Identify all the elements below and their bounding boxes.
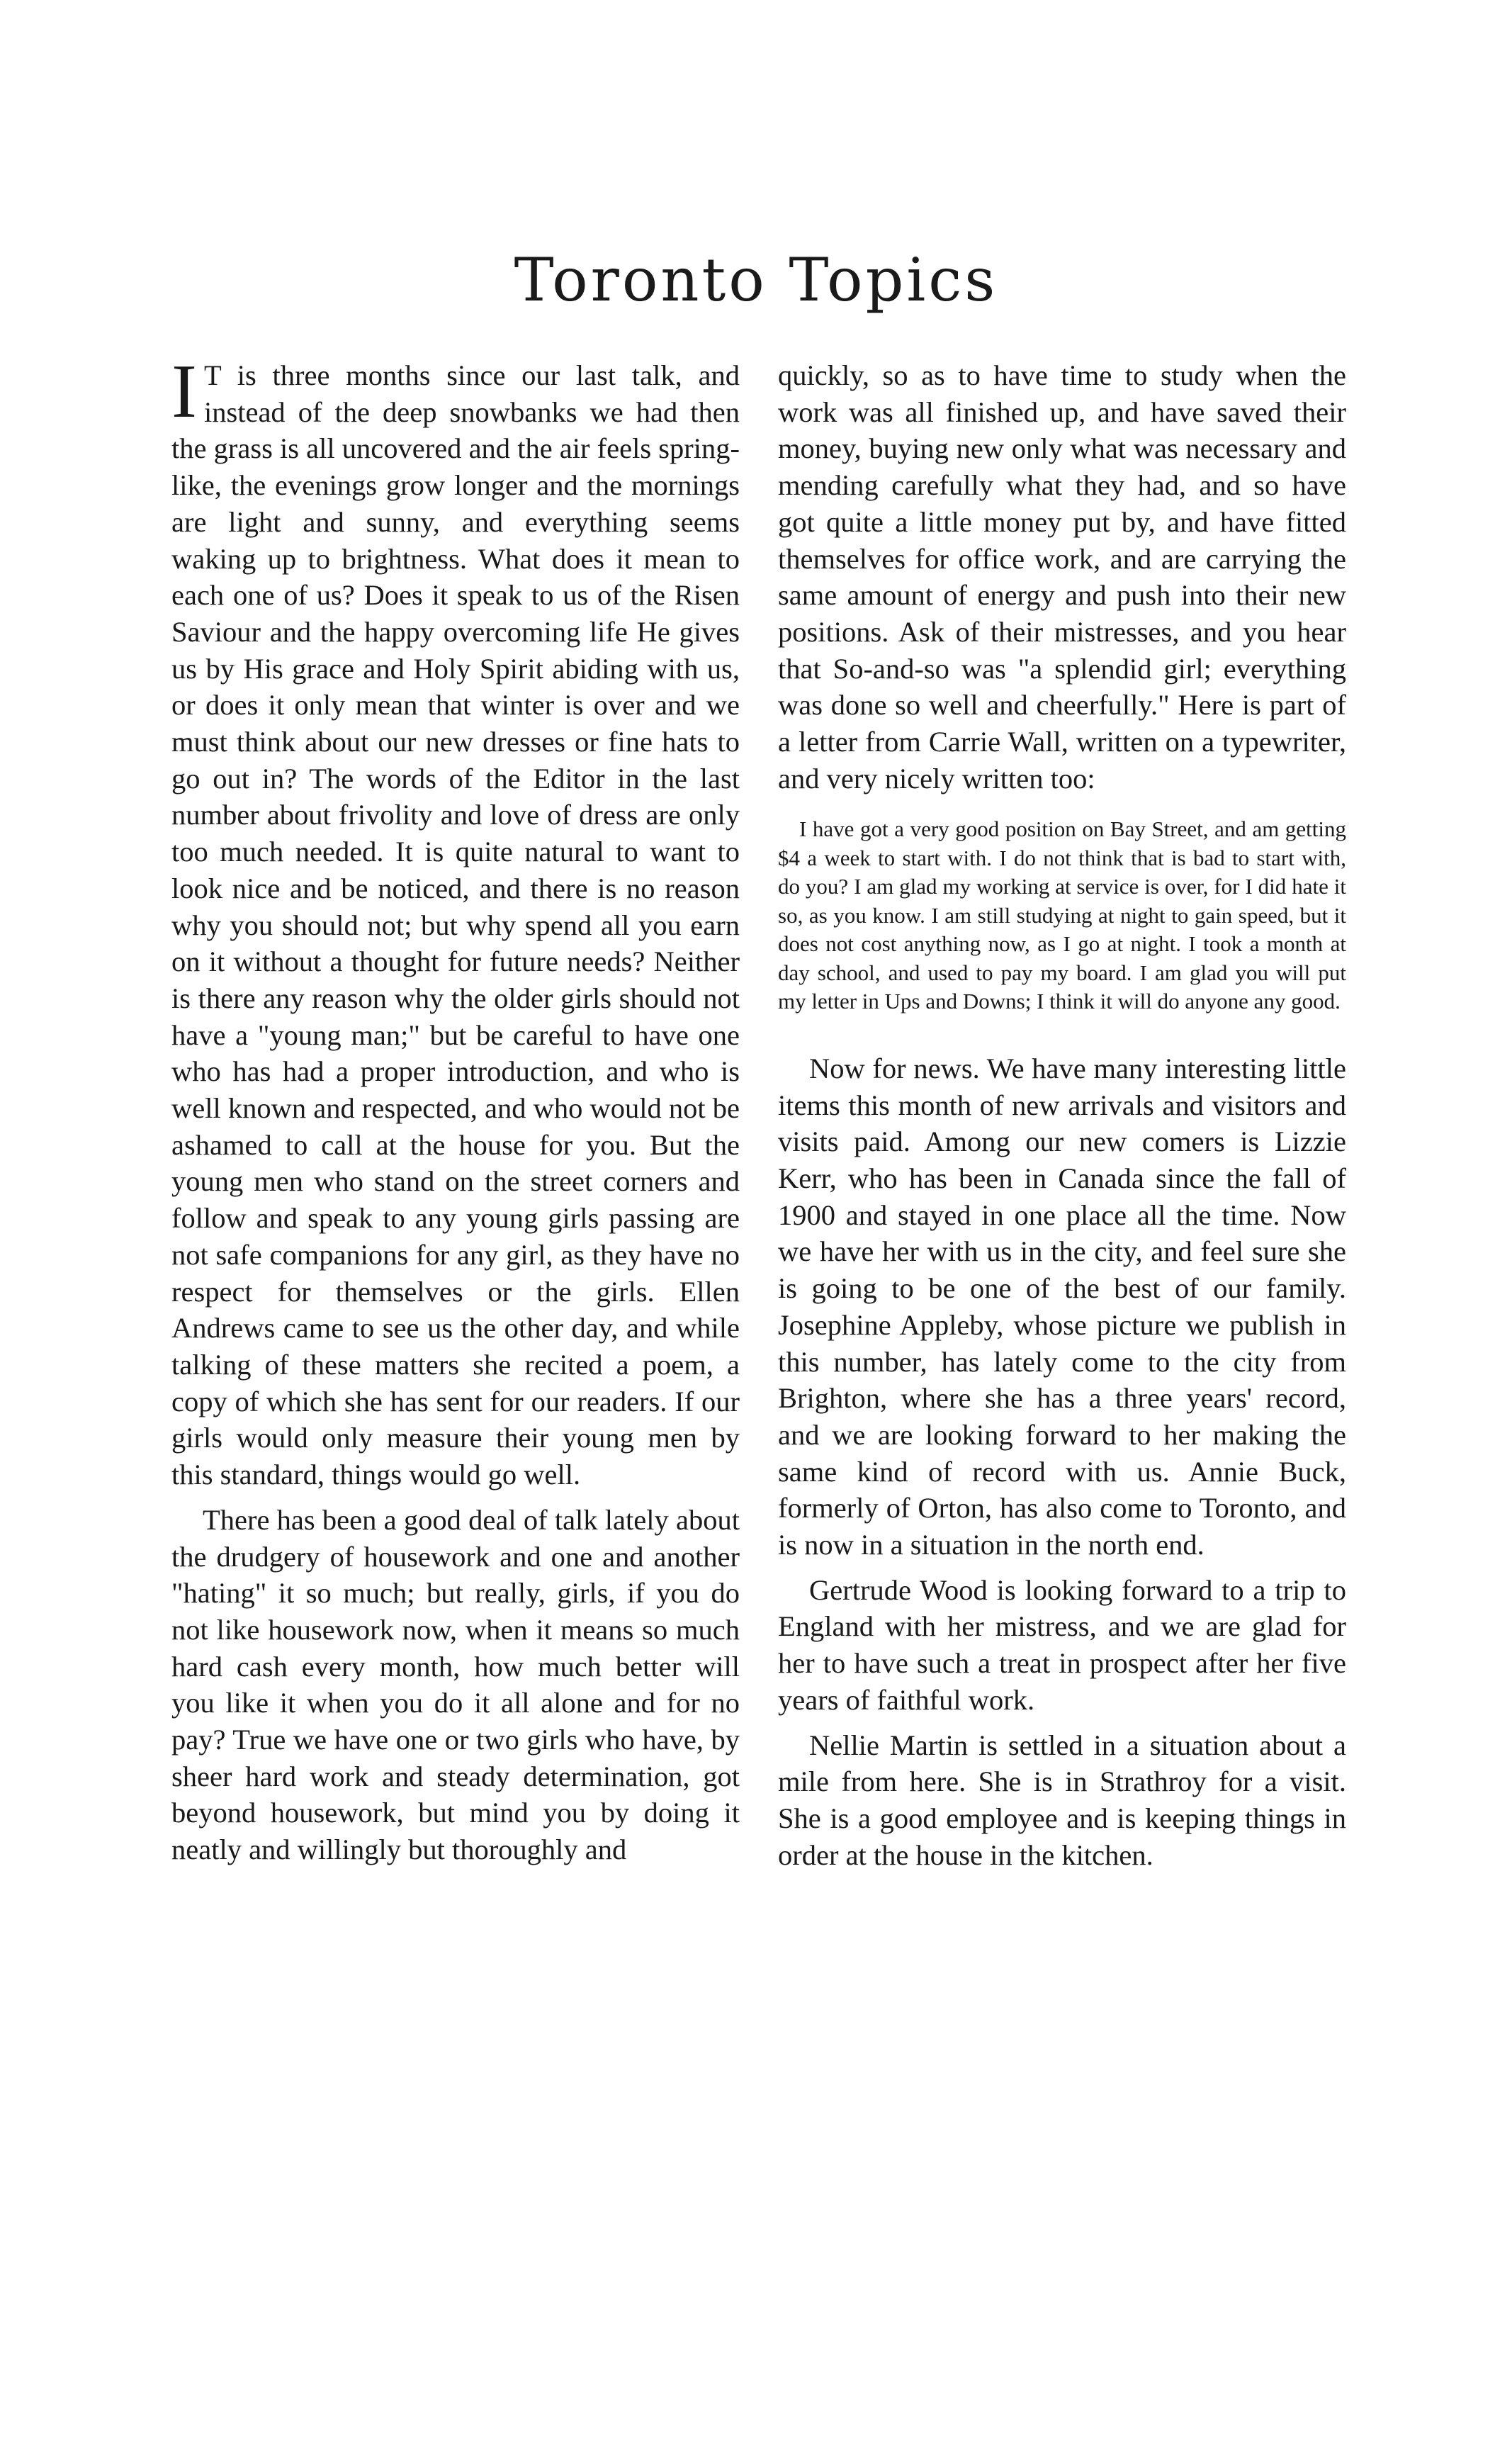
article-paragraph: Gertrude Wood is looking forward to a trip to England with her mistress, and we are glad for her to have such a treat in prospect after her five years of faithful work. <box>778 1573 1346 1716</box>
article-paragraph: Now for news. We have many interesting little items this month of new arrivals and visitors and visits paid. Among our new comers is Lizzie Kerr, who has been in Canada since the fall of 1900 and stayed in one place all the time. Now we have her with us in the city, and feel sure she is going to be one of the best of our family. Josephine Appleby, whose picture we publish in this number, has lately come to the city from Brighton, where she has a three years' record, and we are looking forward to her making the same kind of record with us. Annie Buck, formerly of Orton, has also come to Toronto, and is now in a situation in the north end. <box>778 1052 1346 1561</box>
article-paragraph: quickly, so as to have time to study when the work was all finished up, and have saved their money, buying new only what was necessary and mending carefully what they had, and so have got quite a little money put by, and have fitted themselves for office work, and are carrying the same amount of energy and push into their new positions. Ask of their mistresses, and you hear that So-and-so was "a splendid girl; everything was done so well and cheerfully." Here is part of a letter from Carrie Wall, written on a typewriter, and very nicely written too: <box>778 359 1346 794</box>
page-title: Toronto Topics <box>514 245 998 315</box>
letter-quote: I have got a very good position on Bay Street, and am getting $4 a week to start with. I do not think that is bad to start with, do you? I am glad my working at service is over, for I did hate it so, as you know. I am still studying at night to gain speed, but it does not cost anything now, as I go at night. I took a month at day school, and used to pay my board. I am glad you will put my letter in Ups and Downs; I think it will do anyone any good. <box>778 816 1346 1014</box>
paragraph-text: T is three months since our last talk, and instead of the deep snowbanks we had then the grass is all uncovered and the air feels spring-like, the evenings grow longer and the mornings are light and sunny, and everything seems waking up to brightness. What does it mean to each one of us? Does it speak to us of the Risen Saviour and the happy overcoming life He gives us by His grace and Holy Spirit abiding with us, or does it only mean that winter is over and we must think about our new dresses or fine hats to go out in? The words of the Editor in the last number about frivolity and love of dress are only too much needed. It is quite natural to want to look nice and be noticed, and there is no reason why you should not; but why spend all you earn on it without a thought for future needs? Neither is there any reason why the older girls should not have a "young man;" but be careful to have one who has had a proper introduction, and who is well known and respected, and who would not be ashamed to call at the house for you. But the young men who stand on the street corners and follow and speak to any young girls passing are not safe companions for any girl, as they have no respect for themselves or the girls. Ellen Andrews came to see us the other day, and while talking of these matters she recited a poem, a copy of which she has sent for our readers. If our girls would only measure their young men by this standard, things would go well. <box>171 359 740 1491</box>
article-paragraph <box>171 349 740 1493</box>
article-left-column <box>171 349 740 1868</box>
drop-cap: I <box>171 349 197 434</box>
article-right-column <box>778 357 1346 1873</box>
article-paragraph: Nellie Martin is settled in a situation about a mile from here. She is in Strathroy for a visit. She is a good employee and is keeping things in order at the house in the kitchen. <box>778 1729 1346 1871</box>
article-paragraph: There has been a good deal of talk lately about the drudgery of housework and one and another "hating" it so much; but really, girls, if you do not like housework now, when it means so much hard cash every month, how much better will you like it when you do it all alone and for no pay? True we have one or two girls who have, by sheer hard work and steady determination, got beyond housework, but mind you by doing it neatly and willingly but thoroughly and <box>171 1503 740 1866</box>
